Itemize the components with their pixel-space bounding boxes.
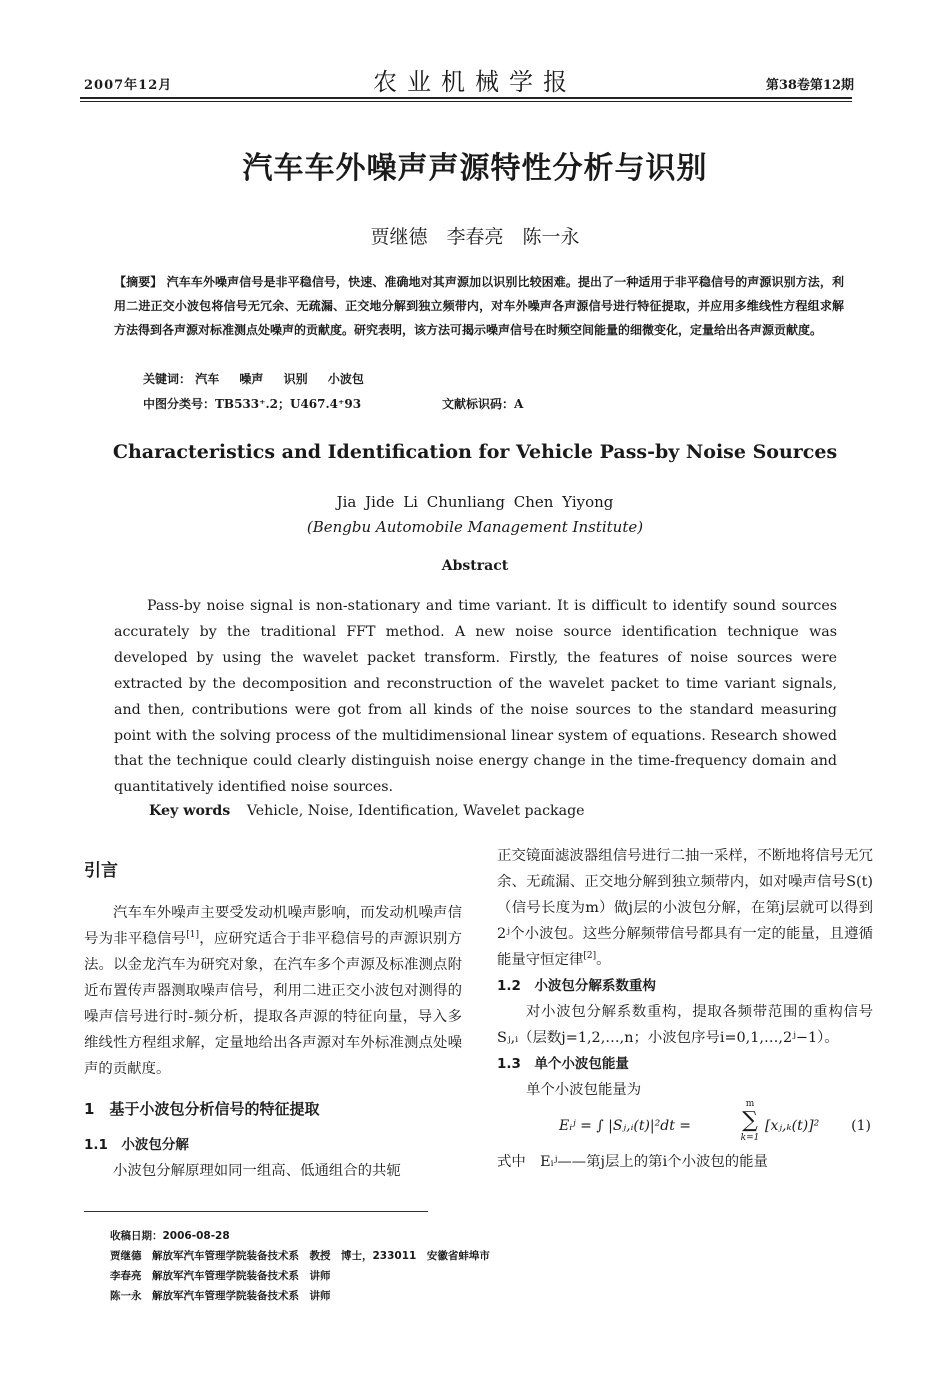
abstract-en-heading: Abstract bbox=[441, 558, 509, 574]
abstract-zh bbox=[114, 270, 844, 342]
right-column bbox=[497, 843, 873, 1175]
classification-number: 中图分类号：TB533⁺.2；U467.4⁺93 bbox=[143, 397, 362, 411]
keyword-zh: 噪声 bbox=[239, 372, 264, 386]
keywords-zh bbox=[143, 370, 380, 387]
authors-zh: 贾继德 李春亮 陈一永 bbox=[370, 226, 580, 248]
footnote-author-2: 李春亮 解放军汽车管理学院装备技术系 讲师 bbox=[110, 1270, 331, 1282]
footnote-author-1: 贾继德 解放军汽车管理学院装备技术系 教授 博士，233011 安徽省蚌埠市 bbox=[110, 1250, 490, 1262]
institute-en: (Bengbu Automobile Management Institute) bbox=[306, 518, 644, 536]
subsection-1-2-text: 对小波包分解系数重构，提取各频带范围的重构信号Sⱼ,ᵢ（层数j=1,2,…,n；小波包序号i=0,1,…,2ʲ−1）。 bbox=[497, 1004, 873, 1046]
header-date: 2007年12月 bbox=[84, 78, 173, 93]
subsection-1-3-text: 单个小波包能量为 bbox=[526, 1082, 642, 1098]
equation-rhs: [xⱼ,ₖ(t)]² bbox=[765, 1118, 820, 1134]
keywords-en bbox=[149, 803, 585, 819]
intro-text-b: ，应研究适合于非平稳信号的声源识别方法。以金龙汽车为研究对象，在汽车多个声源及标准测点附近布置传声器测取噪声信号，利用二进正交小波包对测得的噪声信号进行时-频分析，提取各声源的特征向量，导入多维线性方程组求解，定量地给出各声源对车外标准测点处噪声的贡献度。 bbox=[84, 931, 462, 1077]
subsection-1-1-text: 小波包分解原理如同一组高、低通组合的共轭 bbox=[113, 1163, 401, 1179]
title-zh: 汽车车外噪声声源特性分析与识别 bbox=[242, 151, 708, 186]
intro-heading: 引言 bbox=[84, 861, 118, 881]
header-journal-name: 农业机械学报 bbox=[373, 68, 577, 96]
subsection-1-2-heading: 1.2 小波包分解系数重构 bbox=[497, 978, 656, 994]
citation-1: [1] bbox=[186, 930, 200, 941]
intro-text-a: 汽车车外噪声主要受发动机噪声影响，而发动机噪声信号为非平稳信号 bbox=[84, 905, 462, 947]
abstract-en-text: Pass-by noise signal is non-stationary and time variant. It is difficult to identify sound sources accurately by the traditional FFT method. A new noise source identification technique was developed by using the wavelet packet transform. Firstly, the features of noise sources were extracted by the decomposition and reconstruction of the wavelet packet to time variant signals, and then, contributions were got from all kinds of the noise sources to the standard measuring point with the solving process of the multidimensional linear system of equations. Research showed that the technique could clearly distinguish noise energy change in the time-frequency domain and quantitatively identified noise sources. bbox=[114, 598, 837, 796]
equation-lhs: Eᵢʲ = ∫ |Sⱼ,ᵢ(t)|²dt = bbox=[559, 1118, 692, 1134]
citation-2: [2] bbox=[583, 951, 597, 962]
keyword-zh: 汽车 bbox=[195, 372, 220, 386]
sum-upper-limit: m bbox=[745, 1099, 755, 1109]
document-code: 文献标识码：A bbox=[442, 397, 524, 411]
sum-lower-limit: k=1 bbox=[740, 1133, 760, 1143]
section-1-heading: 1 基于小波包分析信号的特征提取 bbox=[84, 1100, 320, 1118]
keywords-en-text: Vehicle, Noise, Identification, Wavelet package bbox=[246, 803, 585, 819]
continued-text-a: 正交镜面滤波器组信号进行二抽一采样，不断地将信号无冗余、无疏漏、正交地分解到独立频带内，如对噪声信号S(t)（信号长度为m）做j层的小波包分解，在第j层就可以得到2ʲ个小波包。这些分解频带信号都具有一定的能量，且遵循能量守恒定律 bbox=[497, 848, 873, 968]
subsection-1-1-heading: 1.1 小波包分解 bbox=[84, 1137, 189, 1153]
left-column bbox=[84, 858, 462, 1184]
equation-where-text: 式中 Eᵢʲ——第j层上的第i个小波包的能量 bbox=[497, 1154, 768, 1170]
header-rule bbox=[80, 97, 852, 102]
continued-paragraph bbox=[497, 843, 873, 973]
abstract-zh-text: 汽车车外噪声信号是非平稳信号，快速、准确地对其声源加以识别比较困难。提出了一种适用于非平稳信号的声源识别方法，利用二进正交小波包将信号无冗余、无疏漏、正交地分解到独立频带内，对车外噪声各声源信号进行特征提取，并应用多维线性方程组求解方法得到各声源对标准测点处噪声的贡献度。研究表明，该方法可揭示噪声信号在时频空间能量的细微变化，定量给出各声源贡献度。 bbox=[114, 275, 844, 337]
keyword-zh: 识别 bbox=[283, 372, 308, 386]
keyword-zh: 小波包 bbox=[327, 372, 364, 386]
header-issue: 第38卷第12期 bbox=[765, 78, 854, 93]
footnote-author-3: 陈一永 解放军汽车管理学院装备技术系 讲师 bbox=[110, 1290, 331, 1302]
abstract-zh-label: 【摘要】 bbox=[114, 275, 163, 289]
equation-1 bbox=[497, 1099, 873, 1149]
authors-en: Jia Jide Li Chunliang Chen Yiyong bbox=[336, 493, 614, 511]
sum-symbol: ∑ bbox=[742, 1108, 758, 1133]
footnote-received-date: 收稿日期：2006-08-28 bbox=[110, 1230, 230, 1242]
keywords-zh-label: 关键词： bbox=[143, 372, 192, 386]
keywords-en-label: Key words bbox=[149, 803, 231, 819]
continued-text-b: 。 bbox=[596, 952, 611, 968]
subsection-1-3-heading: 1.3 单个小波包能量 bbox=[497, 1056, 629, 1072]
intro-paragraph bbox=[84, 900, 462, 1082]
footnote-rule bbox=[84, 1211, 428, 1212]
equation-number: (1) bbox=[851, 1118, 871, 1134]
title-en: Characteristics and Identification for Vehicle Pass-by Noise Sources bbox=[112, 441, 838, 463]
